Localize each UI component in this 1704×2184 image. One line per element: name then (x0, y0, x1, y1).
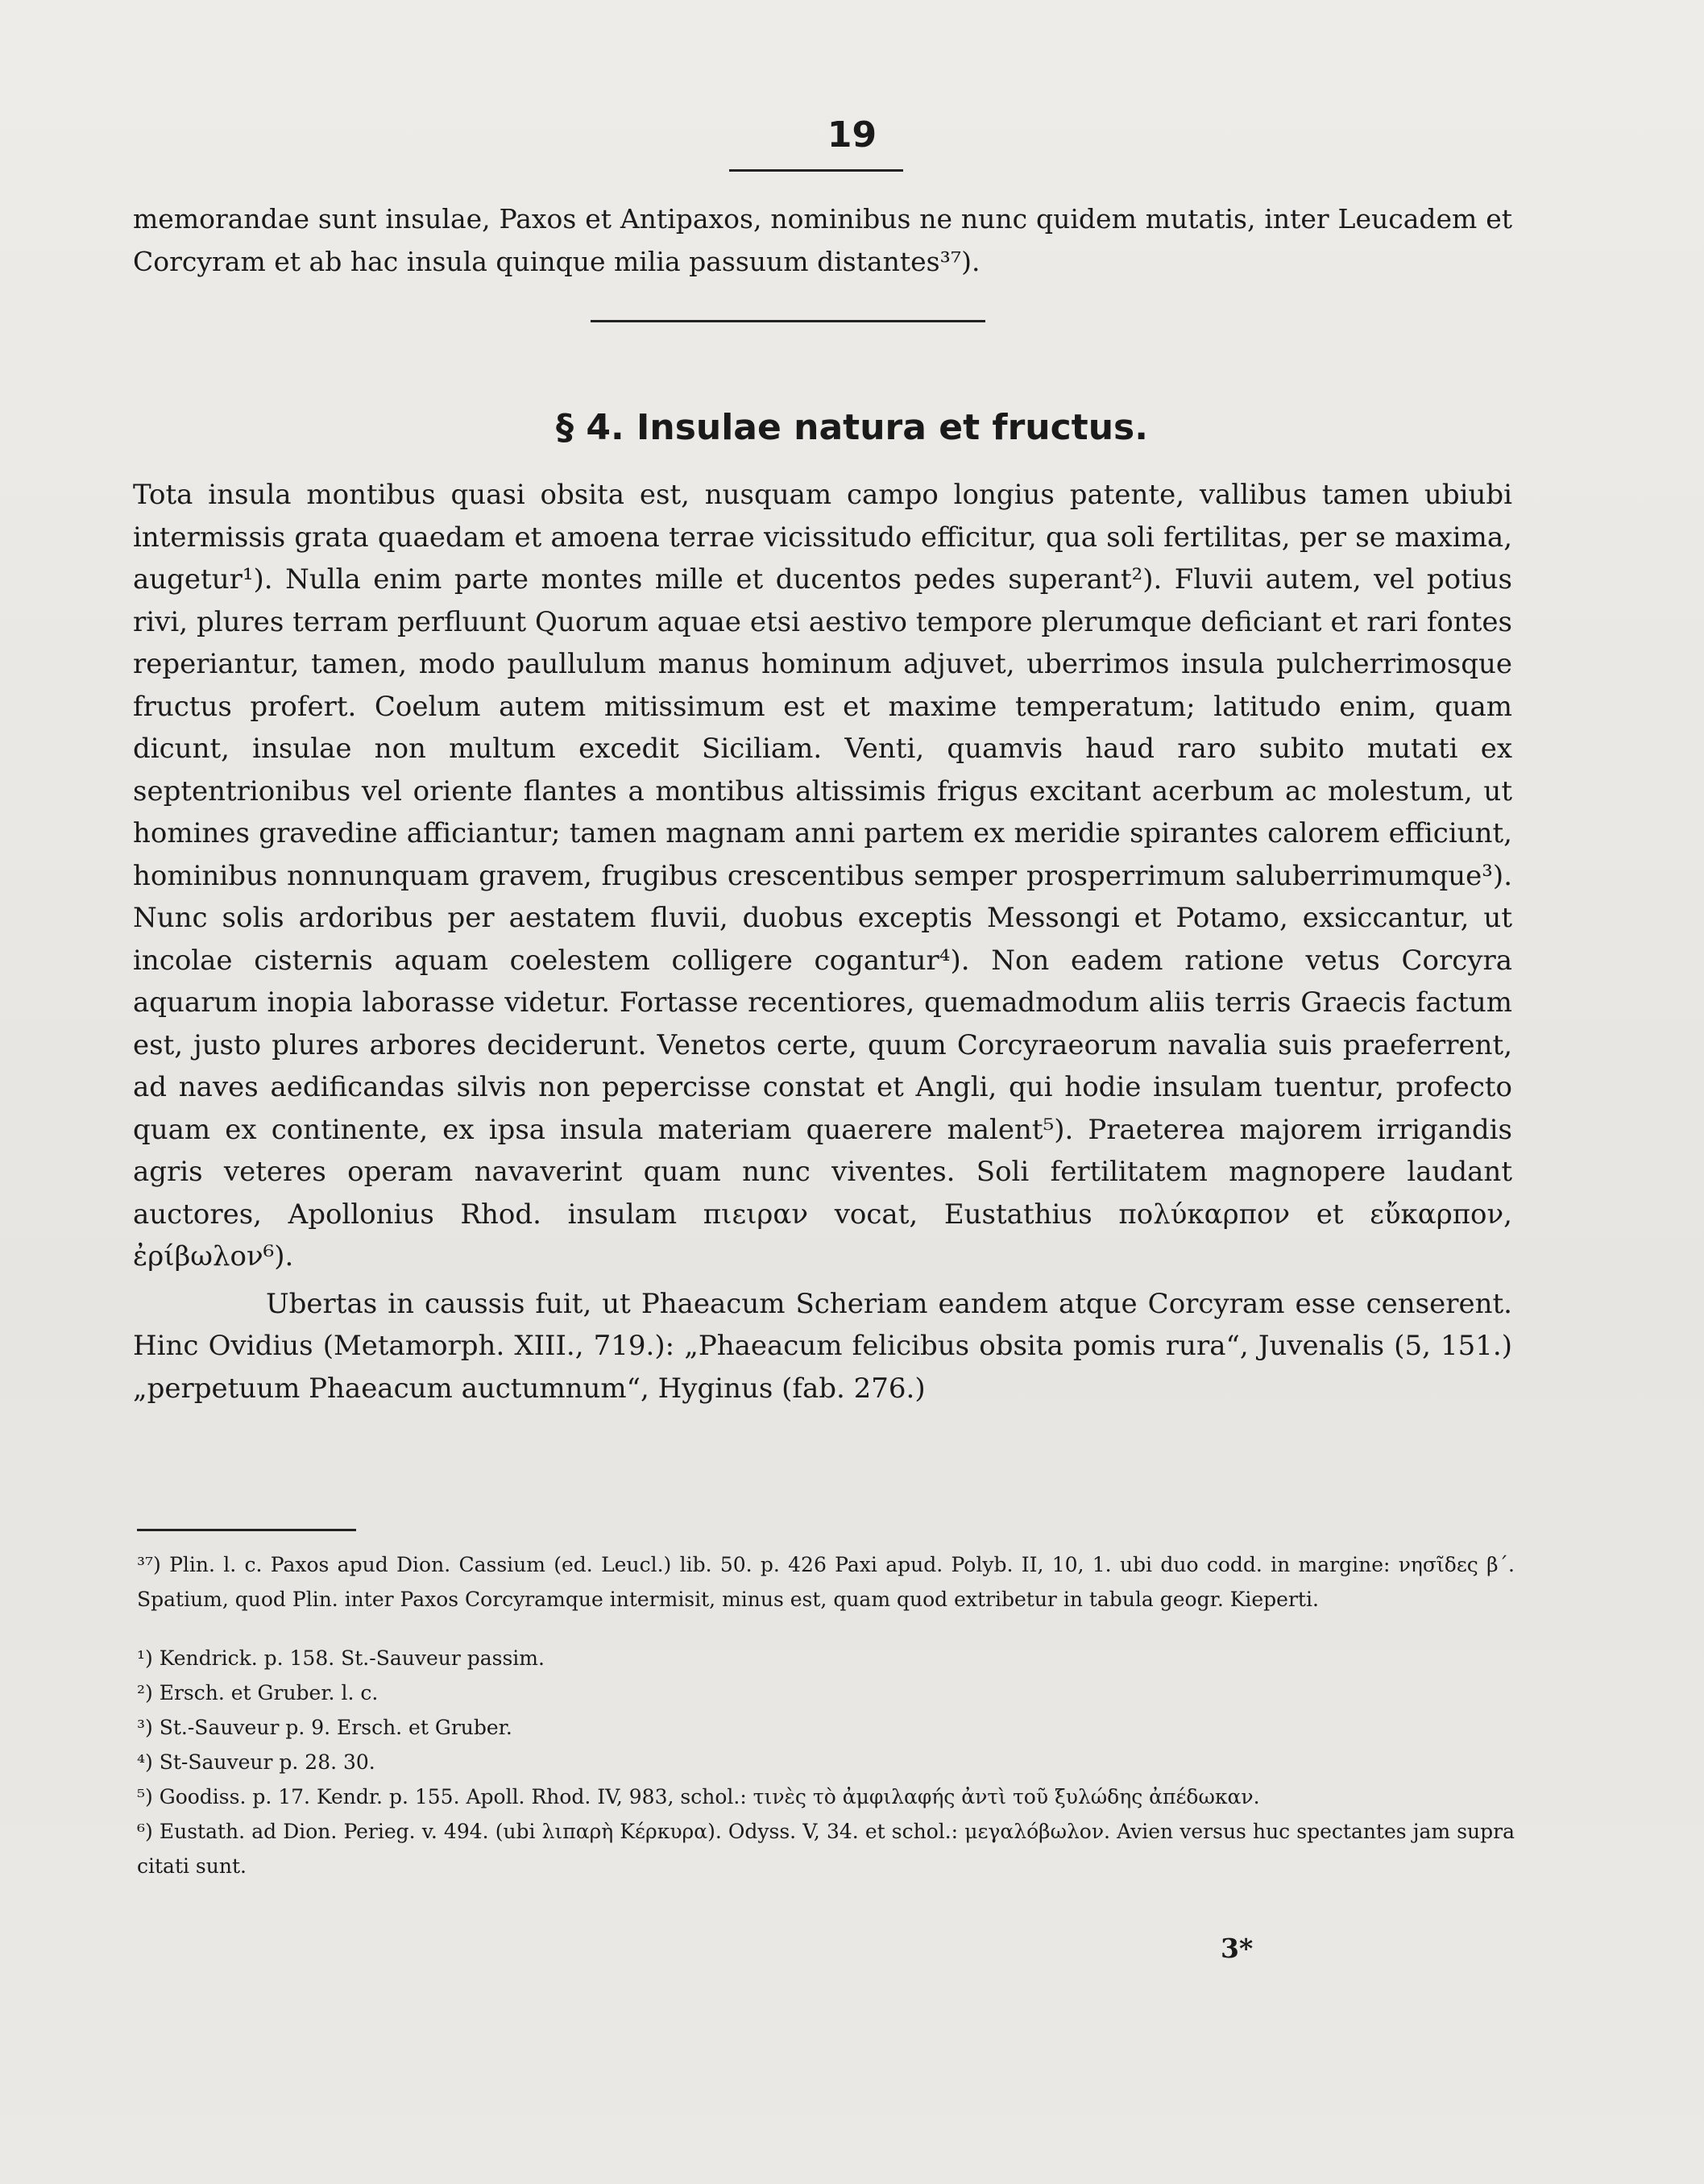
footnote-2: ²) Ersch. et Gruber. l. c. (137, 1681, 379, 1704)
footnote-4: ⁴) St-Sauveur p. 28. 30. (137, 1750, 375, 1774)
intro-paragraph: memorandae sunt insulae, Paxos et Antipaxos, nominibus ne nunc quidem mutatis, inter Leucadem et Corcyram et ab hac insula quinque milia passuum distantes³⁷). (133, 203, 1512, 277)
footnote-divider (137, 1529, 356, 1531)
section-heading: § 4. Insulae natura et fructus. (556, 407, 1148, 448)
body-paragraph-2: Ubertas in caussis fuit, ut Phaeacum Scheriam eandem atque Corcyram esse censerent. Hinc Ovidius (Metamorph. XIII., 719.): „Phaeacum felicibus obsita pomis rura“, Juvenalis (5, 151.) „perpetuum Phaeacum auctumnum“, Hyginus (fab. 276.) (133, 1287, 1512, 1405)
footnotes (137, 1547, 1515, 1883)
page-number-rule (729, 169, 903, 172)
footnote-3: ³) St.-Sauveur p. 9. Ersch. et Gruber. (137, 1716, 512, 1739)
footnote-5: ⁵) Goodiss. p. 17. Kendr. p. 155. Apoll. Rhod. IV, 983, schol.: τινὲς τὸ ἀμφιλαφής ἀντὶ τοῦ ξυλώδης ἀπέδωκαν. (137, 1785, 1260, 1808)
section-divider (591, 320, 985, 322)
body-paragraph-1: Tota insula montibus quasi obsita est, nusquam campo longius patente, vallibus tamen ubiubi intermissis grata quaedam et amoena terrae vicissitudo efficitur, qua soli fertilitas, per se maxima, augetur¹). Nulla enim parte montes mille et ducentos pedes superant²). Fluvii autem, vel potius rivi, plures terram perfluunt Quorum aquae etsi aestivo tempore plerumque deficiant et rari fontes reperiantur, tamen, modo paullulum manus hominum adjuvet, uberrimos insula pulcherrimosque fructus profert. Coelum autem mitissimum est et maxime temperatum; latitudo enim, quam dicunt, insulae non multum excedit Siciliam. Venti, quamvis haud raro subito mutati ex septentrionibus vel oriente flantes a montibus altissimis frigus excitant acerbum ac molestum, ut homines gravedine afficiantur; tamen magnam anni partem ex meridie spirantes calorem efficiunt, hominibus nonnunquam gravem, frugibus crescentibus semper prosperrimum saluberrimumque³). Nunc solis ardoribus per aestatem fluvii, duobus exceptis Messongi et Potamo, exsiccantur, ut incolae cisternis aquam coelestem colligere cogantur⁴). Non eadem ratione vetus Corcyra aquarum inopia laborasse videtur. Fortasse recentiores, quemadmodum aliis terris Graecis factum est, justo plures arbores deciderunt. Venetos certe, quum Corcyraeorum navalia suis praeferrent, ad naves aedificandas silvis non pepercisse constat et Angli, qui hodie insulam tuentur, profecto quam ex continente, ex ipsa insula materiam quaerere malent⁵). Praeterea majorem irrigandis agris veteres operam navaverint quam nunc viventes. Soli fertilitatem magnopere laudant auctores, Apollonius Rhod. insulam πιειραν vocat, Eustathius πολύκαρπον et εὔκαρπον, ἐρίβωλον⁶). (133, 479, 1512, 1273)
page-number: 19 (827, 114, 877, 156)
footnote-list (137, 1641, 1515, 1883)
footnote-6: ⁶) Eustath. ad Dion. Perieg. v. 494. (ubi λιπαρὴ Κέρκυρα). Odyss. V, 34. et schol.: μεγαλόβωλον. Avien versus huc spectantes jam supra citati sunt. (137, 1820, 1515, 1878)
footnote-37: ³⁷) Plin. l. c. Paxos apud Dion. Cassium (ed. Leucl.) lib. 50. p. 426 Paxi apud. Polyb. II, 10, 1. ubi duo codd. in margine: νησῖδες β΄. Spatium, quod Plin. inter Paxos Corcyramque intermisit, minus est, quam quod extribetur in tabula geogr. Kieperti. (137, 1553, 1515, 1611)
main-body (133, 474, 1512, 1410)
footnote-1: ¹) Kendrick. p. 158. St.-Sauveur passim. (137, 1646, 545, 1670)
signature-mark: 3* (1221, 1933, 1254, 1964)
